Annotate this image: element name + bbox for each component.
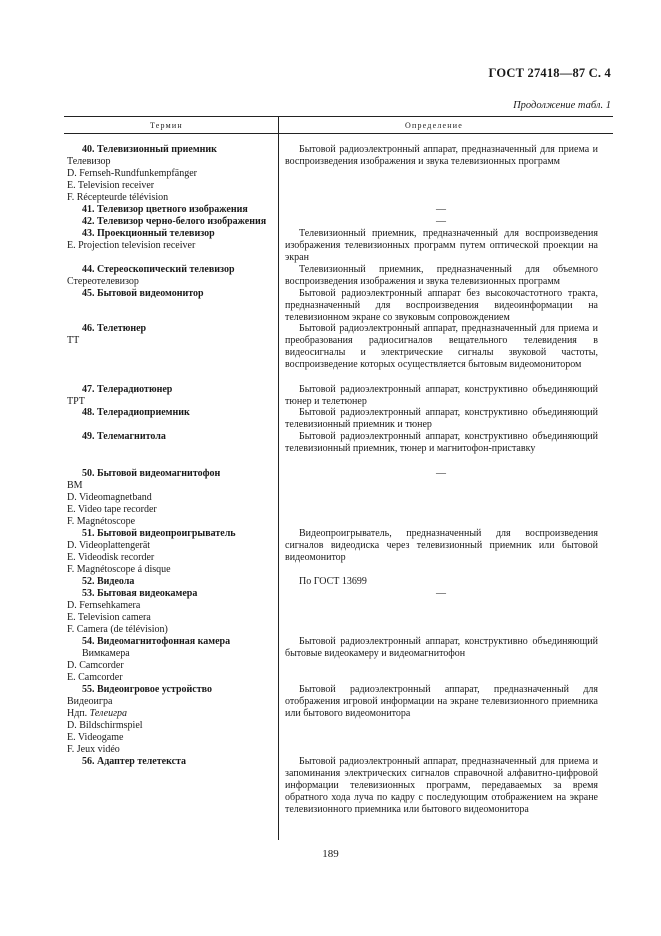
term-51-en: E. Videodisk recorder: [67, 552, 155, 563]
definition-53: —: [436, 588, 446, 599]
definition-43: Телевизионный приемник, предназначенный для воспроизведения изображения телевизионных программ путем оптической проекции на экран: [285, 228, 598, 263]
term-54-de: D. Camcorder: [67, 660, 124, 671]
term-43: 43. Проекционный телевизор: [82, 228, 215, 239]
ndp-label: Ндп.: [67, 708, 88, 719]
term-42: 42. Телевизор черно-белого изображения: [82, 216, 267, 227]
term-53-fr: F. Camera (de télévision): [67, 624, 168, 635]
document-header: ГОСТ 27418—87 С. 4: [488, 66, 611, 80]
term-51-de: D. Videoplattengerät: [67, 540, 151, 551]
term-47: 47. Телерадиотюнер: [82, 384, 173, 395]
term-51-fr: F. Magnétoscope á disque: [67, 564, 171, 575]
term-55-synonym: Видеоигра: [67, 696, 113, 707]
definition-42: —: [436, 216, 446, 227]
term-52: 52. Видеола: [82, 576, 135, 587]
term-45: 45. Бытовой видеомонитор: [82, 288, 204, 299]
term-56: 56. Адаптер телетекста: [82, 756, 187, 767]
table-continuation-note: Продолжение табл. 1: [513, 100, 611, 111]
term-50-fr: F. Magnétoscope: [67, 516, 136, 527]
definition-40: Бытовой радиоэлектронный аппарат, предназначенный для приема и воспроизведения изображения и звука телевизионных программ: [285, 144, 598, 167]
term-46-abbr: ТТ: [67, 335, 80, 346]
definition-45: Бытовой радиоэлектронный аппарат без высокочастотного тракта, предназначенный для воспроизведения видеоинформации на телевизионном экране со звуковым сопровождением: [285, 288, 598, 323]
term-44: 44. Стереоскопический телевизор: [82, 264, 235, 275]
term-43-en: E. Projection television receiver: [67, 240, 196, 251]
column-header-terms: Термин: [150, 121, 183, 130]
page-number: 189: [322, 848, 339, 860]
term-54-synonym: Вимкамера: [82, 648, 130, 659]
definition-49: Бытовой радиоэлектронный аппарат, конструктивно объединяющий телевизионный приемник, тюнер и магнитофон-приставку: [285, 431, 598, 454]
definition-56: Бытовой радиоэлектронный аппарат, предназначенный для приема и запоминания электрических сигналов справочной алфавитно-цифровой информации телевизионных программ, передаваемых за время обратного хода луча по кадру с последующим отображением на экране телевизионного приемника или бытового видеомонитора: [285, 756, 598, 815]
column-header-definitions: Определение: [405, 121, 463, 130]
table-header-rule: [64, 133, 613, 134]
table-top-rule: [64, 116, 613, 117]
definition-41: —: [436, 204, 446, 215]
definition-54: Бытовой радиоэлектронный аппарат, конструктивно объединяющий бытовые видеокамеру и видеомагнитофон: [285, 636, 598, 659]
term-40-fr: F. Récepteurde télévision: [67, 192, 169, 203]
term-55-de: D. Bildschirmspiel: [67, 720, 143, 731]
definition-46: Бытовой радиоэлектронный аппарат, предназначенный для приема и преобразования радиосигналов вещательного телевидения в видеосигналы и электрические сигналы звуковой частоты, воспроизведение которых осуществляется бытовым видеомонитором: [285, 323, 598, 370]
term-46: 46. Телетюнер: [82, 323, 147, 334]
term-53: 53. Бытовая видеокамера: [82, 588, 198, 599]
term-40-synonym: Телевизор: [67, 156, 111, 167]
ndp-term: Телеигра: [89, 708, 128, 719]
definition-52: По ГОСТ 13699: [299, 576, 367, 587]
term-44-synonym: Стереотелевизор: [67, 276, 139, 287]
term-55-en: E. Videogame: [67, 732, 124, 743]
term-50-en: E. Video tape recorder: [67, 504, 157, 515]
term-47-abbr: ТРТ: [67, 396, 85, 407]
term-48: 48. Телерадиоприемник: [82, 407, 190, 418]
term-50-abbr: ВМ: [67, 480, 83, 491]
term-41: 41. Телевизор цветного изображения: [82, 204, 248, 215]
definition-48: Бытовой радиоэлектронный аппарат, конструктивно объединяющий телевизионный приемник и тюнер: [285, 407, 598, 430]
term-53-en: E. Television camera: [67, 612, 151, 623]
term-54-en: E. Camcorder: [67, 672, 123, 683]
definition-55: Бытовой радиоэлектронный аппарат, предназначенный для отображения игровой информации на экране телевизионного приемника или бытового видеомонитора: [285, 684, 598, 719]
definition-47: Бытовой радиоэлектронный аппарат, конструктивно объединяющий тюнер и телетюнер: [285, 384, 598, 407]
definition-51: Видеопроигрыватель, предназначенный для воспроизведения сигналов видеодиска через телевизионный приемник или бытовой видеомонитор: [285, 528, 598, 563]
definition-50: —: [436, 468, 446, 479]
term-40-en: E. Television receiver: [67, 180, 155, 191]
term-54: 54. Видеомагнитофонная камера: [82, 636, 231, 647]
term-51: 51. Бытовой видеопроигрыватель: [82, 528, 236, 539]
table-column-divider: [278, 116, 279, 840]
term-50-de: D. Videomagnetband: [67, 492, 152, 503]
term-40-de: D. Fernseh-Rundfunkempfänger: [67, 168, 197, 179]
term-49: 49. Телемагнитола: [82, 431, 166, 442]
definition-44: Телевизионный приемник, предназначенный для объемного воспроизведения изображения и звука телевизионных программ: [285, 264, 598, 287]
term-55-not-recommended: [67, 708, 127, 720]
term-53-de: D. Fernsehkamera: [67, 600, 141, 611]
term-40: 40. Телевизионный приемник: [82, 144, 217, 155]
term-55: 55. Видеоигровое устройство: [82, 684, 212, 695]
term-55-fr: F. Jeux vidéo: [67, 744, 120, 755]
term-50: 50. Бытовой видеомагнитофон: [82, 468, 221, 479]
